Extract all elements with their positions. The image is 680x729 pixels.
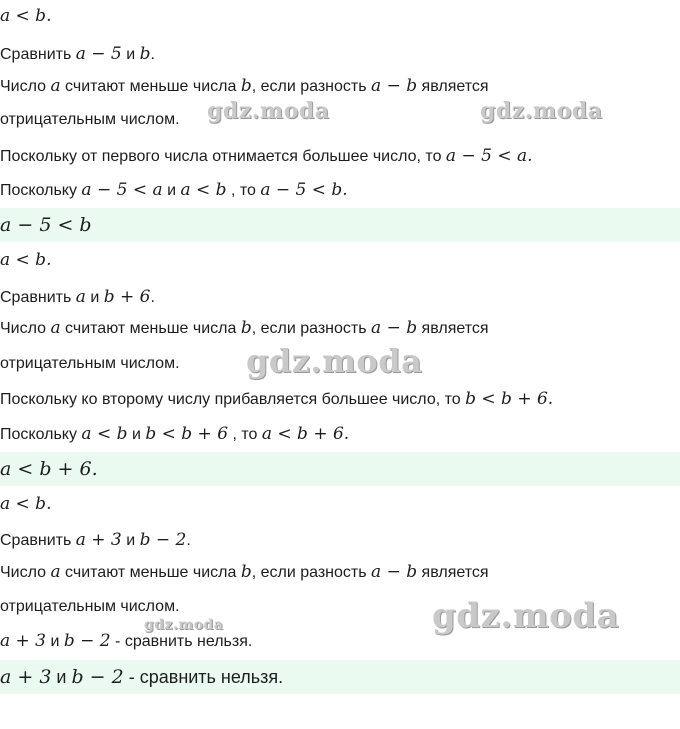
- block3-rule: Число a считают меньше числа b, если разность a − b является: [0, 562, 489, 582]
- block3-conclusion: a + 3 и b − 2 - сравнить нельзя.: [0, 631, 253, 651]
- block3-rule-line2: отрицательным числом.: [0, 598, 180, 615]
- block2-answer: a < b + 6.: [0, 452, 680, 486]
- watermark: gdz.moda: [480, 98, 603, 124]
- block2-rule: Число a считают меньше числа b, если разность a − b является: [0, 318, 489, 338]
- watermark: gdz.moda: [246, 342, 423, 380]
- watermark: gdz.moda: [207, 98, 330, 124]
- block1-reason1: Поскольку от первого числа отнимается большее число, то a − 5 < a.: [0, 146, 533, 166]
- block3-answer: a + 3 и b − 2 - сравнить нельзя.: [0, 660, 680, 694]
- block2-reason1: Поскольку ко второму числу прибавляется большее число, то b < b + 6.: [0, 389, 554, 409]
- watermark: gdz.moda: [144, 617, 224, 633]
- block2-reason2: Поскольку a < b и b < b + 6 , то a < b + 6.: [0, 424, 350, 444]
- block1-reason2: Поскольку a − 5 < a и a < b , то a − 5 < b.: [0, 180, 348, 200]
- block2-rule-line2: отрицательным числом.: [0, 355, 180, 372]
- block1-answer: a − 5 < b: [0, 208, 680, 242]
- block3-premise: a < b.: [0, 494, 52, 514]
- block2-premise: a < b.: [0, 250, 52, 270]
- block3-compare: Сравнить a + 3 и b − 2.: [0, 530, 191, 550]
- watermark: gdz.moda: [432, 596, 620, 636]
- block1-rule-line2: отрицательным числом.: [0, 111, 180, 128]
- block1-rule: Число a считают меньше числа b, если разность a − b является: [0, 76, 489, 96]
- block2-compare: Сравнить a и b + 6.: [0, 287, 155, 307]
- block1-compare: Сравнить a − 5 и b.: [0, 44, 155, 64]
- block1-premise: a < b.: [0, 6, 52, 26]
